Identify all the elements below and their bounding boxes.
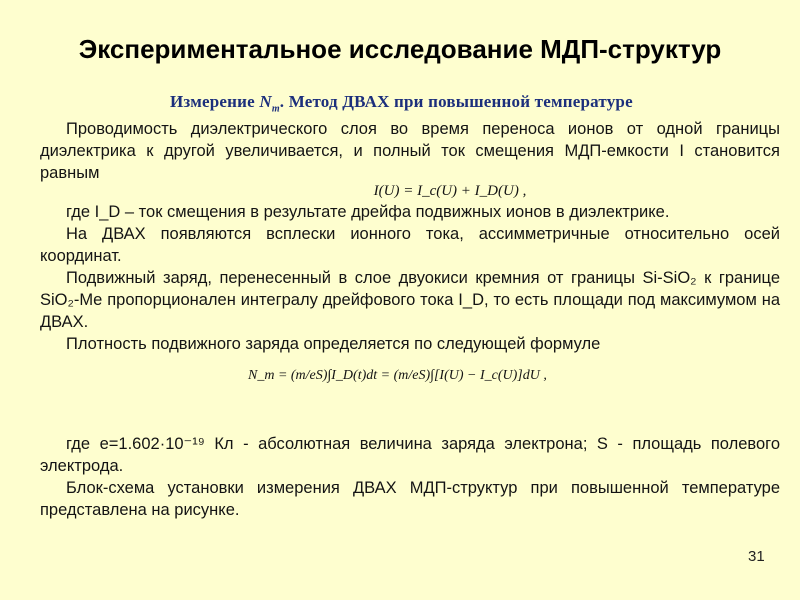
paragraph-1: Проводимость диэлектрического слоя во время переноса ионов от одной границы диэлектрика к другой увеличивается, и полный ток смещения МДП-емкости I становится равным: [40, 120, 780, 182]
subtitle-sub: m: [271, 103, 280, 115]
subtitle-prefix: Измерение: [170, 92, 260, 111]
slide-body: [40, 118, 780, 521]
slide-title: Экспериментальное исследование МДП-структур: [78, 34, 722, 64]
slide-subtitle: [170, 92, 633, 114]
paragraph-7: Блок-схема установки измерения ДВАХ МДП-структур при повышенной температуре представлена на рисунке.: [40, 479, 780, 519]
formula-current: I(U) = I_c(U) + I_D(U) ,: [373, 183, 527, 199]
paragraph-2: где I_D – ток смещения в результате дрейфа подвижных ионов в диэлектрике.: [66, 203, 670, 221]
paragraph-3: На ДВАХ появляются всплески ионного тока, ассимметричные относительно осей координат.: [40, 225, 780, 265]
formula-charge-density: [40, 359, 780, 433]
paragraph-6: где e=1.602·10⁻¹⁹ Кл - абсолютная величина заряда электрона; S - площадь полевого электрода.: [40, 435, 780, 475]
subtitle-suffix: . Метод ДВАХ при повышенной температуре: [279, 92, 633, 111]
formula-charge-text: N_m = (m/eS)∫I_D(t)dt = (m/eS)∫[I(U) − I_c(U)]dU ,: [248, 368, 547, 383]
paragraph-5: Плотность подвижного заряда определяется по следующей формуле: [66, 335, 601, 353]
page-number: 31: [748, 548, 765, 565]
paragraph-4: Подвижный заряд, перенесенный в слое двуокиси кремния от границы Si-SiO₂ к границе SiO₂-Me пропорционален интегралу дрейфового тока I_D, то есть площади под максимумом на ДВАХ.: [40, 269, 780, 331]
subtitle-var: N: [259, 92, 272, 111]
